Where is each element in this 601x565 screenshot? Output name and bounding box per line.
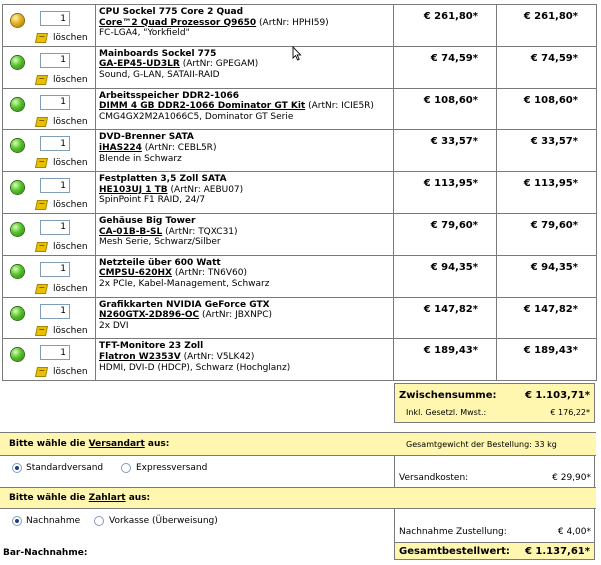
table-row <box>3 255 597 297</box>
unit-price: € 33,57* <box>394 130 497 172</box>
grand-total-label: Gesamtbestellwert: <box>399 546 510 557</box>
availability-icon <box>11 265 24 278</box>
trash-icon[interactable] <box>35 158 48 168</box>
product-description: Mesh Serie, Schwarz/Silber <box>99 237 221 248</box>
product-info <box>96 5 394 47</box>
express-shipping-radio[interactable] <box>121 463 131 473</box>
quantity-input[interactable] <box>40 136 70 151</box>
quantity-input[interactable] <box>40 11 70 26</box>
product-description: 2x DVI <box>99 320 129 331</box>
table-row <box>3 297 597 339</box>
payment-method-link[interactable]: Zahlart <box>88 493 126 503</box>
product-description: Sound, G-LAN, SATAII-RAID <box>99 69 220 80</box>
availability-icon <box>11 223 24 236</box>
line-total: € 189,43* <box>497 339 597 381</box>
delete-link[interactable]: löschen <box>53 200 88 211</box>
product-link[interactable]: CA-01B-B-SL <box>99 226 163 237</box>
availability-icon <box>11 139 24 152</box>
payment-prompt: Bitte wähle die Zahlart aus: <box>9 493 151 503</box>
quantity-input[interactable] <box>40 95 70 110</box>
quantity-input[interactable] <box>40 345 70 360</box>
trash-icon[interactable] <box>35 242 48 252</box>
product-link[interactable]: Flatron W2353V <box>99 351 181 362</box>
product-category: Grafikkarten NVIDIA GeForce GTX <box>99 299 270 310</box>
product-category: CPU Sockel 775 Core 2 Quad <box>99 7 244 17</box>
table-row <box>3 213 597 255</box>
product-description: 2x PCIe, Kabel-Management, Schwarz <box>99 278 270 289</box>
vorkasse-radio[interactable] <box>94 516 104 526</box>
table-row <box>3 339 597 381</box>
line-total: € 79,60* <box>497 213 597 255</box>
unit-price: € 94,35* <box>394 255 497 297</box>
quantity-input[interactable] <box>40 53 70 68</box>
standard-shipping-radio[interactable] <box>12 463 22 473</box>
article-number: (ArtNr: ICIE5R) <box>308 101 374 112</box>
shipping-cost-value: € 29,90* <box>552 473 591 483</box>
cod-fee-label: Nachnahme Zustellung: <box>399 527 507 537</box>
product-info <box>96 88 394 130</box>
delete-link[interactable]: löschen <box>53 33 88 43</box>
standard-shipping-label[interactable]: Standardversand <box>26 463 104 473</box>
article-number: (ArtNr: AEBU07) <box>170 184 244 195</box>
trash-icon[interactable] <box>35 367 48 377</box>
order-weight: Gesamtgewicht der Bestellung: 33 kg <box>406 440 557 449</box>
product-description: Blende in Schwarz <box>99 153 182 164</box>
availability-icon <box>11 307 24 320</box>
table-row <box>3 172 597 214</box>
product-link[interactable]: N260GTX-2D896-OC <box>99 310 200 321</box>
item-controls <box>3 339 96 381</box>
vorkasse-label[interactable]: Vorkasse (Überweisung) <box>109 516 218 526</box>
line-total: € 33,57* <box>497 130 597 172</box>
trash-icon[interactable] <box>35 326 48 336</box>
subtotal-box <box>394 383 595 423</box>
product-description: SpinPoint F1 RAID, 24/7 <box>99 195 206 206</box>
delete-link[interactable]: löschen <box>53 116 88 127</box>
product-category: TFT-Monitore 23 Zoll <box>99 341 204 352</box>
item-controls <box>3 213 96 255</box>
item-controls <box>3 172 96 214</box>
product-link[interactable]: DIMM 4 GB DDR2-1066 Dominator GT Kit <box>99 101 306 112</box>
shipping-cost-box <box>394 455 595 488</box>
subtotal-value: € 1.103,71* <box>524 390 590 401</box>
item-controls <box>3 130 96 172</box>
trash-icon[interactable] <box>35 75 48 85</box>
product-info <box>96 297 394 339</box>
subtotal-label: Zwischensumme: <box>399 390 497 401</box>
nachnahme-radio[interactable] <box>12 516 22 526</box>
grand-total-box <box>394 542 595 560</box>
trash-icon[interactable] <box>35 200 48 210</box>
unit-price: € 113,95* <box>394 172 497 214</box>
shipping-cost-label: Versandkosten: <box>399 473 469 483</box>
delete-link[interactable]: löschen <box>53 283 88 294</box>
product-category: Netzteile über 600 Watt <box>99 257 221 268</box>
item-controls <box>3 88 96 130</box>
item-controls <box>3 46 96 88</box>
shipping-header <box>0 432 596 456</box>
vat-label: Inkl. Gesetzl. Mwst.: <box>406 408 487 417</box>
product-category: Festplatten 3,5 Zoll SATA <box>99 174 227 185</box>
article-number: (ArtNr: V5LK42) <box>183 351 255 362</box>
unit-price: € 79,60* <box>394 213 497 255</box>
line-total: € 108,60* <box>497 88 597 130</box>
availability-icon <box>11 98 24 111</box>
product-link[interactable]: Core™2 Quad Prozessor Q9650 <box>99 17 257 28</box>
trash-icon[interactable] <box>35 33 48 43</box>
article-number: (ArtNr: JBXNPC) <box>202 310 273 321</box>
article-number: (ArtNr: TN6V60) <box>174 268 247 279</box>
line-total: € 261,80* <box>497 5 597 47</box>
mouse-cursor-icon <box>292 46 302 61</box>
product-category: Mainboards Sockel 775 <box>99 48 217 59</box>
delete-link[interactable]: löschen <box>53 74 88 85</box>
unit-price: € 261,80* <box>394 5 497 47</box>
product-category: Gehäuse Big Tower <box>99 215 196 226</box>
item-controls <box>3 297 96 339</box>
table-row <box>3 5 597 47</box>
availability-icon <box>11 56 24 69</box>
product-info <box>96 213 394 255</box>
line-total: € 147,82* <box>497 297 597 339</box>
line-total: € 113,95* <box>497 172 597 214</box>
availability-icon <box>11 348 24 361</box>
product-description: FC-LGA4, "Yorkfield" <box>99 28 190 39</box>
payment-fee-box <box>394 508 595 543</box>
unit-price: € 189,43* <box>394 339 497 381</box>
line-total: € 94,35* <box>497 255 597 297</box>
article-number: (ArtNr: CEBL5R) <box>144 142 217 153</box>
product-info <box>96 172 394 214</box>
trash-icon[interactable] <box>35 284 48 294</box>
product-link[interactable]: HE103UJ 1 TB <box>99 184 168 195</box>
unit-price: € 147,82* <box>394 297 497 339</box>
article-number: (ArtNr: TQXC31) <box>165 226 238 237</box>
quantity-input[interactable] <box>40 262 70 277</box>
product-link[interactable]: GA-EP45-UD3LR <box>99 59 180 70</box>
product-description: HDMI, DVI-D (HDCP), Schwarz (Hochglanz) <box>99 362 291 373</box>
delete-link[interactable]: löschen <box>53 241 88 252</box>
nachnahme-label[interactable]: Nachnahme <box>26 516 81 526</box>
article-number: (ArtNr: HPHI59) <box>259 17 329 28</box>
delete-link[interactable]: löschen <box>53 158 88 169</box>
express-shipping-label[interactable]: Expressversand <box>136 463 208 473</box>
quantity-input[interactable] <box>40 220 70 235</box>
cod-footer-label: Bar-Nachnahme: <box>3 548 88 558</box>
unit-price: € 108,60* <box>394 88 497 130</box>
product-info <box>96 339 394 381</box>
table-row <box>3 88 597 130</box>
product-info <box>96 46 394 88</box>
table-row <box>3 130 597 172</box>
product-category: Arbeitsspeicher DDR2-1066 <box>99 90 240 101</box>
vat-value: € 176,22* <box>550 408 590 417</box>
delete-link[interactable]: löschen <box>53 367 88 378</box>
grand-total-value: € 1.137,61* <box>524 546 590 557</box>
product-link[interactable]: CMPSU-620HX <box>99 268 172 279</box>
availability-icon <box>11 14 24 27</box>
quantity-input[interactable] <box>40 304 70 319</box>
payment-header <box>0 487 596 509</box>
availability-icon <box>11 181 24 194</box>
quantity-input[interactable] <box>40 178 70 193</box>
product-description: CMG4GX2M2A1066C5, Dominator GT Serie <box>99 111 294 122</box>
unit-price: € 74,59* <box>394 46 497 88</box>
product-info <box>96 130 394 172</box>
delete-link[interactable]: löschen <box>53 325 88 336</box>
trash-icon[interactable] <box>35 117 48 127</box>
line-total: € 74,59* <box>497 46 597 88</box>
shipping-prompt: Bitte wähle die Versandart aus: <box>9 439 170 449</box>
product-category: DVD-Brenner SATA <box>99 132 194 143</box>
shipping-method-link[interactable]: Versandart <box>88 439 145 449</box>
item-controls <box>3 255 96 297</box>
product-link[interactable]: iHAS224 <box>99 142 142 153</box>
article-number: (ArtNr: GPEGAM) <box>182 59 259 70</box>
product-info <box>96 255 394 297</box>
cod-fee-value: € 4,00* <box>557 527 591 537</box>
item-controls <box>3 5 96 47</box>
